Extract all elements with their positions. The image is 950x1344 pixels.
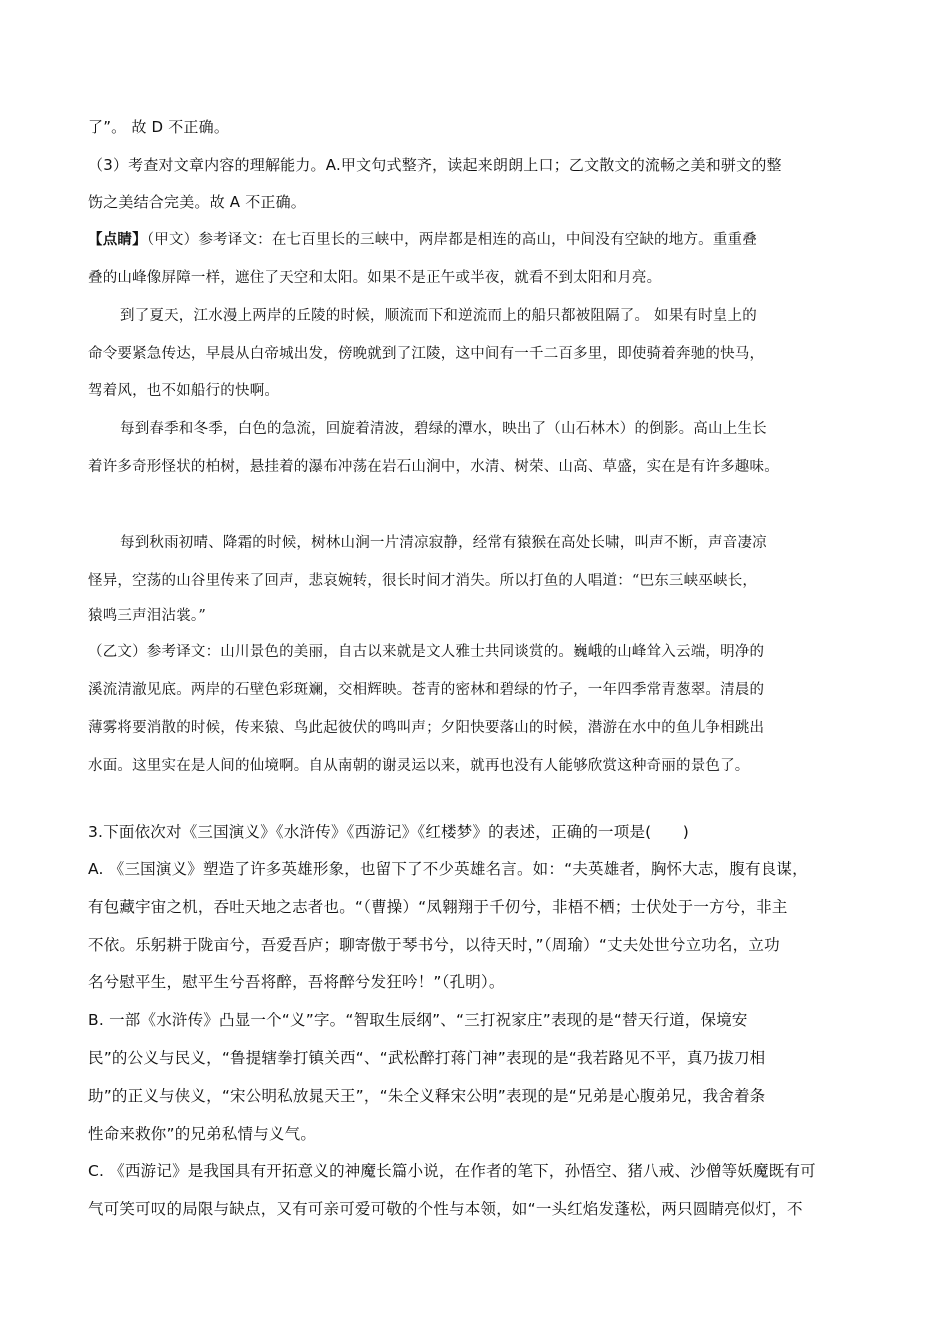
translation-yi-line: （乙文）参考译文：山川景色的美丽，自古以来就是文人雅士共同谈赏的。巍峨的山峰耸入云端，明净的 xyxy=(88,644,765,660)
dianjing-heading: 【点睛】 xyxy=(88,232,147,248)
translation-yi-line: 溪流清澈见底。两岸的石壁色彩斑斓，交相辉映。苍青的密林和碧绿的竹子，一年四季常青葱翠。清晨的 xyxy=(88,682,765,698)
option-a-line: 有包藏宇宙之机，吞吐天地之志者也。“（曹操）“凤翱翔于千仞兮，非梧不栖；士伏处于一方兮，非主 xyxy=(88,898,788,916)
translation-paragraph-line: 着许多奇形怪状的柏树，悬挂着的瀑布冲荡在岩石山涧中，水清、树荣、山高、草盛，实在是有许多趣味。 xyxy=(88,459,779,475)
option-a-line: A. 《三国演义》塑造了许多英雄形象，也留下了不少英雄名言。如：“夫英雄者，胸怀大志，腹有良谋， xyxy=(88,860,808,878)
option-c-line: 气可笑可叹的局限与缺点，又有可亲可爱可敬的个性与本领，如“一头红焰发蓬松，两只圆睛亮似灯，不 xyxy=(88,1200,803,1218)
translation-yi-line: 薄雾将要消散的时候，传来猿、鸟此起彼伏的鸣叫声；夕阳快要落山的时候，潜游在水中的鱼儿争相跳出 xyxy=(88,720,765,736)
jia-intro-text: （甲文）参考译文：在七百里长的三峡中，两岸都是相连的高山，中间没有空缺的地方。重重叠 xyxy=(146,232,757,248)
translation-jia-line xyxy=(88,230,757,250)
translation-paragraph-line: 怪异，空荡的山谷里传来了回声，悲哀婉转，很长时间才消失。所以打鱼的人唱道：“巴东三峡巫峡长， xyxy=(88,573,758,589)
option-a-line: 不依。乐躬耕于陇亩兮，吾爱吾庐；聊寄傲于琴书兮，以待天时，”（周瑜）“丈夫处世兮立功名，立功 xyxy=(88,936,780,954)
analysis-part3-line: 饬之美结合完美。故 A 不正确。 xyxy=(88,193,306,211)
option-b-line: 助”的正义与侠义，“宋公明私放晁天王”，“朱仝义释宋公明”表现的是“兄弟是心腹弟兄，我舍着条 xyxy=(88,1087,766,1105)
question-stem: 3.下面依次对《三国演义》《水浒传》《西游记》《红楼梦》的表述，正确的一项是( ) xyxy=(88,823,690,841)
translation-paragraph-line: 猿鸣三声泪沾裳。” xyxy=(88,608,206,624)
option-a-line: 名兮慰平生，慰平生兮吾将醉，吾将醉兮发狂吟！”（孔明）。 xyxy=(88,973,505,991)
answer-continued-line: 了”。 故 D 不正确。 xyxy=(88,118,230,136)
translation-paragraph-line: 命令要紧急传达，早晨从白帝城出发，傍晚就到了江陵，这中间有一千二百多里，即使骑着奔驰的快马， xyxy=(88,346,765,362)
option-b-line: B. 一部《水浒传》凸显一个“义”字。“智取生辰纲”、“三打祝家庄”表现的是“替天行道，保境安 xyxy=(88,1011,748,1029)
option-b-line: 民”的公义与民义，“鲁提辖拳打镇关西“、“武松醉打蒋门神”表现的是“我若路见不平，真乃拔刀相 xyxy=(88,1049,766,1067)
option-c-line: C. 《西游记》是我国具有开拓意义的神魔长篇小说，在作者的笔下，孙悟空、猪八戒、沙僧等妖魔既有可 xyxy=(88,1162,816,1180)
translation-paragraph-line: 驾着风，也不如船行的快啊。 xyxy=(88,383,280,399)
analysis-part3-line: （3）考查对文章内容的理解能力。A.甲文句式整齐，读起来朗朗上口；乙文散文的流畅之美和骈文的整 xyxy=(88,156,782,174)
option-b-line: 性命来救你”的兄弟私情与义气。 xyxy=(88,1125,317,1143)
translation-jia-line: 叠的山峰像屏障一样，遮住了天空和太阳。如果不是正午或半夜，就看不到太阳和月亮。 xyxy=(88,270,662,286)
translation-paragraph-line: 每到秋雨初晴、降霜的时候，树林山涧一片清凉寂静，经常有猿猴在高处长啸，叫声不断，声音凄凉 xyxy=(120,535,767,551)
translation-yi-line: 水面。这里实在是人间的仙境啊。自从南朝的谢灵运以来，就再也没有人能够欣赏这种奇丽的景色了。 xyxy=(88,758,750,774)
translation-paragraph-line: 每到春季和冬季，白色的急流，回旋着清波，碧绿的潭水，映出了（山石林木）的倒影。高山上生长 xyxy=(120,421,767,437)
translation-paragraph-line: 到了夏天，江水漫上两岸的丘陵的时候，顺流而下和逆流而上的船只都被阻隔了。 如果有时皇上的 xyxy=(120,308,757,324)
